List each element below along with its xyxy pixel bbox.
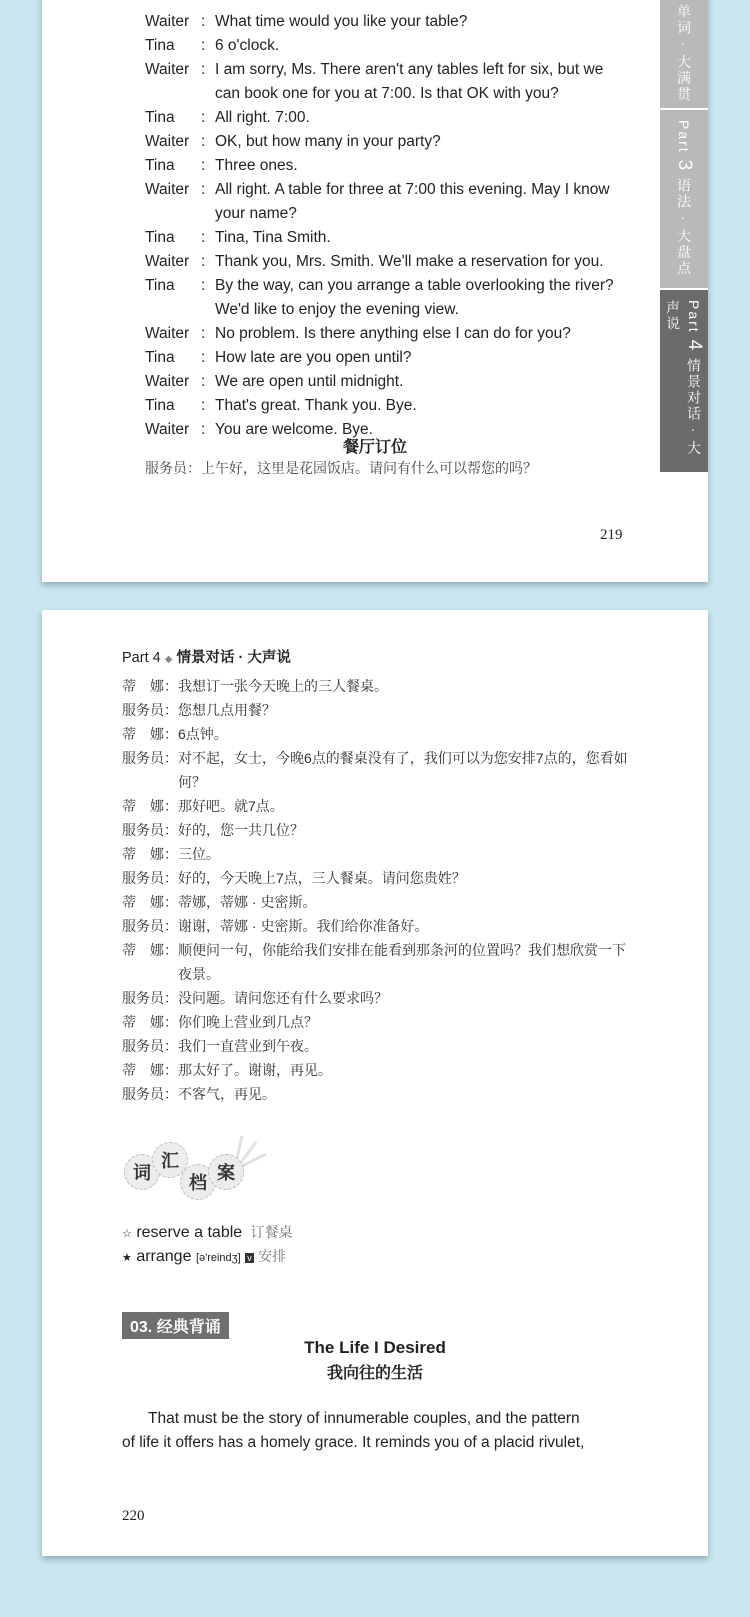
line-text: Thank you, Mrs. Smith. We'll make a reservation for you. (215, 253, 604, 270)
essay-title-en: The Life I Desired (304, 1338, 446, 1357)
speaker: Waiter (145, 373, 190, 390)
colon: : (201, 181, 206, 198)
line-text: By the way, can you arrange a table overlooking the river? We'd like to enjoy the evening view. (215, 277, 614, 318)
pos-tag: v (247, 1253, 252, 1263)
speaker: 服务员： (122, 702, 178, 718)
section-label: 03. 经典背诵 (122, 1312, 229, 1339)
line-text: 我们一直营业到午夜。 (178, 1038, 318, 1054)
speaker: 服务员： (122, 750, 178, 766)
line-text: That's great. Thank you. Bye. (215, 397, 417, 414)
line-text: 6 o'clock. (215, 37, 280, 54)
page-number: 219 (600, 527, 623, 543)
speaker: 蒂 娜： (122, 726, 178, 742)
line-text: 那好吧。就7点。 (178, 798, 284, 814)
star-filled-icon: ★ (122, 1252, 132, 1264)
speaker: Waiter (145, 13, 190, 30)
speaker: 服务员： (122, 918, 178, 934)
line-text: We are open until midnight. (215, 373, 404, 390)
page-220 (42, 610, 708, 1556)
colon: : (201, 325, 206, 342)
essay-title-cn: 我向往的生活 (326, 1365, 423, 1382)
page-header: Part 4 ◆ 情景对话 · 大声说 (122, 650, 291, 666)
speaker: 服务员： (122, 990, 178, 1006)
colon: : (201, 421, 206, 438)
line-text: 三位。 (178, 846, 220, 862)
cn-dialogue-title: 餐厅订位 (342, 439, 407, 456)
page-219 (42, 0, 708, 582)
badge-char-4: 案 (208, 1154, 244, 1190)
speaker: Waiter (145, 253, 190, 270)
colon: : (201, 157, 206, 174)
colon: : (201, 229, 206, 246)
line-text: I am sorry, Ms. There aren't any tables left for six, but we can book one for you at 7:00. Is that OK with you? (215, 61, 604, 102)
line-text: 我想订一张今天晚上的三人餐桌。 (178, 678, 388, 694)
line-text: What time would you like your table? (215, 13, 468, 30)
cn-first-line: 服务员：上午好，这里是花园饭店。请问有什么可以帮您的吗？ (145, 460, 537, 476)
line-text: 您想几点用餐？ (178, 702, 276, 718)
line-text: 谢谢，蒂娜 · 史密斯。我们给你准备好。 (178, 918, 429, 934)
speaker: Waiter (145, 181, 190, 198)
speaker: 蒂 娜： (122, 798, 178, 814)
star-outline-icon: ☆ (122, 1228, 132, 1240)
speaker: Waiter (145, 325, 190, 342)
line-text: 好的，您一共几位？ (178, 822, 304, 838)
speaker: Waiter (145, 61, 190, 78)
speaker: Waiter (145, 133, 190, 150)
speaker: Tina (145, 229, 175, 246)
tab-vocabulary[interactable]: 单词 · 大满贯 (660, 0, 708, 108)
speaker: 蒂 娜： (122, 894, 178, 910)
essay-line: That must be the story of innumerable couples, and the pattern (148, 1410, 580, 1427)
line-text: OK, but how many in your party? (215, 133, 441, 150)
page-number: 220 (122, 1508, 145, 1524)
line-text: 蒂娜，蒂娜 · 史密斯。 (178, 894, 317, 910)
colon: : (201, 13, 206, 30)
line-text: You are welcome. Bye. (215, 421, 373, 438)
colon: : (201, 397, 206, 414)
line-text: 顺便问一句，你能给我们安排在能看到那条河的位置吗？我们想欣赏一下夜景。 (178, 942, 626, 982)
line-text: 你们晚上营业到几点？ (178, 1014, 318, 1030)
speaker: 蒂 娜： (122, 1062, 178, 1078)
line-text: 不客气，再见。 (178, 1086, 276, 1102)
line-text: Tina, Tina Smith. (215, 229, 331, 246)
speaker: Tina (145, 37, 175, 54)
line-text: Three ones. (215, 157, 298, 174)
badge-char-1: 词 (124, 1154, 160, 1190)
line-text: No problem. Is there anything else I can do for you? (215, 325, 571, 342)
colon: : (201, 109, 206, 126)
vocab-badge (122, 1140, 282, 1200)
speaker: Tina (145, 349, 175, 366)
badge-char-3: 档 (180, 1164, 216, 1200)
vocab-entry: ☆ reserve a table 订餐桌 (122, 1224, 293, 1241)
header-dot-icon: ◆ (164, 654, 173, 665)
colon: : (201, 253, 206, 270)
line-text: 那太好了。谢谢，再见。 (178, 1062, 332, 1078)
badge-char-2: 汇 (152, 1142, 188, 1178)
tab-grammar[interactable]: Part 3 语法 · 大盘点 (660, 110, 708, 288)
colon: : (201, 61, 206, 78)
speaker: 蒂 娜： (122, 678, 178, 694)
speaker: 蒂 娜： (122, 1014, 178, 1030)
speaker: Waiter (145, 421, 190, 438)
speaker: 蒂 娜： (122, 846, 178, 862)
speaker: Tina (145, 397, 175, 414)
line-text: 6点钟。 (178, 726, 228, 742)
line-text: 没问题。请问您还有什么要求吗？ (178, 990, 388, 1006)
speaker: 服务员： (122, 1086, 178, 1102)
essay-line: of life it offers has a homely grace. It reminds you of a placid rivulet, (122, 1434, 585, 1451)
speaker: 服务员： (122, 822, 178, 838)
line-text: 好的，今天晚上7点，三人餐桌。请问您贵姓？ (178, 870, 466, 886)
colon: : (201, 133, 206, 150)
speaker: 蒂 娜： (122, 942, 178, 958)
vocab-entry: ★ arrange [ə'reindʒ] v 安排 (122, 1248, 287, 1265)
line-text: How late are you open until? (215, 349, 412, 366)
line-text: All right. 7:00. (215, 109, 310, 126)
speaker: 服务员： (122, 870, 178, 886)
colon: : (201, 373, 206, 390)
tab-dialogue[interactable]: Part 4 情景对话 · 大声说 (660, 290, 708, 472)
colon: : (201, 277, 206, 294)
speaker: Tina (145, 157, 175, 174)
colon: : (201, 349, 206, 366)
speaker: Tina (145, 109, 175, 126)
line-text: All right. A table for three at 7:00 this evening. May I know your name? (215, 181, 610, 222)
colon: : (201, 37, 206, 54)
speaker: Tina (145, 277, 175, 294)
speaker: 服务员： (122, 1038, 178, 1054)
line-text: 对不起，女士，今晚6点的餐桌没有了，我们可以为您安排7点的，您看如何？ (178, 750, 628, 790)
